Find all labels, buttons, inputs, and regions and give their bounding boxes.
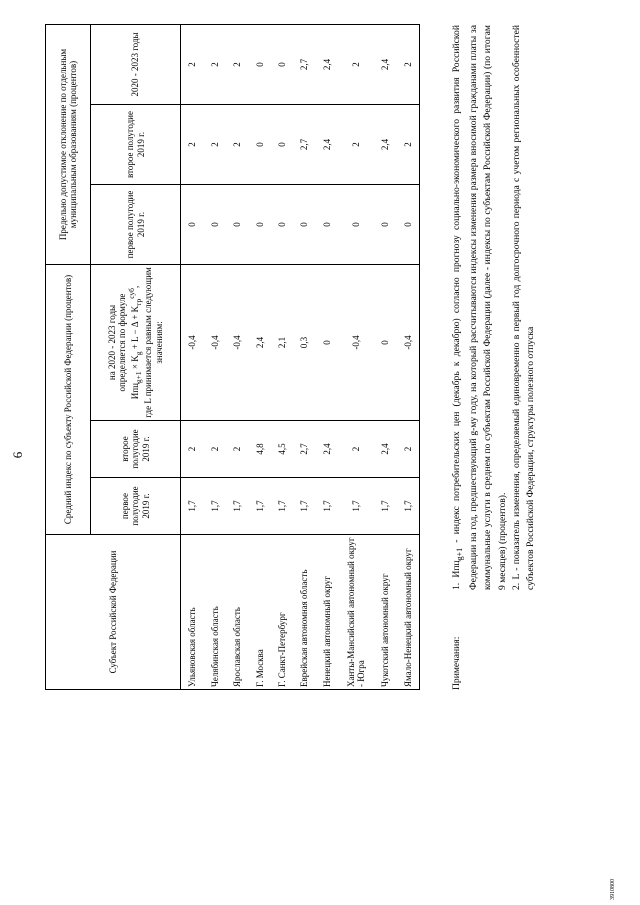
cell-l: -0,4 — [203, 264, 225, 420]
cell-dev-range: 2 — [338, 24, 374, 104]
cell-l: -0,4 — [397, 264, 420, 420]
cell-dev-h2: 2 — [203, 104, 225, 184]
cell-h1: 1,7 — [181, 478, 204, 535]
table-row — [374, 24, 396, 689]
col-header-region: Субъект Российской Федерации — [46, 535, 181, 690]
col-header-deviation: Предельно допустимое отклонение по отдельным муниципальным образованиям (процентов) — [46, 24, 91, 264]
table-row — [271, 24, 293, 689]
cell-l: -0,4 — [181, 264, 204, 420]
cell-dev-range: 2 — [226, 24, 248, 104]
region-name: Ханты-Мансийский автономный округ - Югра — [338, 535, 374, 690]
cell-h1: 1,7 — [316, 478, 338, 535]
cell-h1: 1,7 — [226, 478, 248, 535]
cell-dev-h1: 0 — [181, 184, 204, 264]
cell-dev-h1: 0 — [203, 184, 225, 264]
region-name: Ульяновская область — [181, 535, 204, 690]
cell-h2: 2 — [203, 421, 225, 478]
cell-dev-h2: 2,4 — [316, 104, 338, 184]
table-row — [316, 24, 338, 689]
notes-body — [450, 25, 538, 590]
cell-l: 2,1 — [271, 264, 293, 420]
region-name: Ненецкий автономный округ — [316, 535, 338, 690]
cell-dev-h2: 2 — [181, 104, 204, 184]
table-row — [203, 24, 225, 689]
cell-dev-h2: 0 — [248, 104, 270, 184]
cell-dev-h2: 2 — [397, 104, 420, 184]
cell-dev-range: 2,7 — [293, 24, 315, 104]
note-1: 1. Ипц$_{g+1}$ - индекс потребительских цен (декабрь к декабрю) согласно прогнозу социально-экономического развития Российской Федерации на год, предшествующий g-му году, на который рассчитываются индексы изменения размера вносимой гражданами платы за коммунальные услуги в среднем по субъектам Российской Федерации (далее - индексы по субъектам Российской Федерации) (по итогам 9 месяцев) (процентов). — [451, 25, 508, 590]
cell-dev-h2: 2,4 — [374, 104, 396, 184]
cell-dev-h1: 0 — [338, 184, 374, 264]
table-row — [293, 24, 315, 689]
region-name: Г. Москва — [248, 535, 270, 690]
cell-dev-range: 0 — [248, 24, 270, 104]
index-table — [45, 24, 420, 690]
col-header-formula — [91, 264, 181, 420]
cell-dev-h2: 2 — [226, 104, 248, 184]
cell-h1: 1,7 — [338, 478, 374, 535]
region-name: Еврейская автономная область — [293, 535, 315, 690]
cell-l: 0 — [374, 264, 396, 420]
cell-dev-h1: 0 — [293, 184, 315, 264]
cell-dev-range: 2,4 — [374, 24, 396, 104]
cell-h2: 2,4 — [316, 421, 338, 478]
cell-h1: 1,7 — [248, 478, 270, 535]
page-number: 6 — [10, 451, 25, 459]
table-row — [181, 24, 204, 689]
cell-dev-h1: 0 — [271, 184, 293, 264]
cell-h2: 2 — [226, 421, 248, 478]
formula-line2: определяется по формуле — [117, 293, 128, 392]
cell-dev-range: 2,4 — [316, 24, 338, 104]
col-header-avg-index: Средний индекс по субъекту Российской Федерации (процентов) — [46, 264, 91, 534]
cell-l: 0 — [316, 264, 338, 420]
col-header-h1-2019: первое полугодие 2019 г. — [91, 478, 181, 535]
notes-header: Примечания: — [451, 636, 462, 690]
table-row — [397, 24, 420, 689]
document-code: 3910800 — [610, 879, 616, 900]
cell-h2: 4,8 — [248, 421, 270, 478]
table-row — [248, 24, 270, 689]
cell-h1: 1,7 — [271, 478, 293, 535]
cell-dev-h1: 0 — [248, 184, 270, 264]
cell-dev-h2: 2,7 — [293, 104, 315, 184]
region-name: Ямало-Ненецкий автономный округ — [397, 535, 420, 690]
region-name: Г. Санкт-Петербург — [271, 535, 293, 690]
cell-dev-range: 2 — [397, 24, 420, 104]
cell-dev-range: 0 — [271, 24, 293, 104]
cell-h2: 2,4 — [374, 421, 396, 478]
col-header-dev-h2: второе полугодие 2019 г. — [91, 104, 181, 184]
cell-l: -0,4 — [226, 264, 248, 420]
table-row — [226, 24, 248, 689]
cell-h2: 2 — [397, 421, 420, 478]
region-name: Ярославская область — [226, 535, 248, 690]
cell-h1: 1,7 — [374, 478, 396, 535]
cell-h1: 1,7 — [397, 478, 420, 535]
cell-l: 0,3 — [293, 264, 315, 420]
note-2: 2. L - показатель изменения, определяемый единовременно в первый год долгосрочного периода с учетом региональных особенностей субъектов Российской Федерации, структуры полезного отпуска — [510, 25, 536, 590]
cell-dev-h2: 0 — [271, 104, 293, 184]
cell-dev-range: 2 — [203, 24, 225, 104]
cell-dev-h1: 0 — [316, 184, 338, 264]
cell-dev-h1: 0 — [397, 184, 420, 264]
cell-dev-h1: 0 — [374, 184, 396, 264]
table-row — [338, 24, 374, 689]
formula-expression: $Ипц_{g+1} \times K_g + L - \Delta + K_{тр}^{суб}$, — [126, 285, 143, 400]
region-name: Чукотский автономный округ — [374, 535, 396, 690]
formula-line1: на 2020 - 2023 годы — [107, 304, 118, 381]
cell-dev-range: 2 — [181, 24, 204, 104]
cell-h2: 2 — [181, 421, 204, 478]
cell-h2: 2,7 — [293, 421, 315, 478]
col-header-dev-range: 2020 - 2023 годы — [91, 24, 181, 104]
col-header-dev-h1: первое полугодие 2019 г. — [91, 184, 181, 264]
formula-line3: где L принимается равным следующим значениям: — [143, 267, 164, 418]
cell-h2: 2 — [338, 421, 374, 478]
cell-dev-h1: 0 — [226, 184, 248, 264]
cell-h1: 1,7 — [203, 478, 225, 535]
col-header-h2-2019: второе полугодие 2019 г. — [91, 421, 181, 478]
cell-l: -0,4 — [338, 264, 374, 420]
cell-l: 2,4 — [248, 264, 270, 420]
cell-h1: 1,7 — [293, 478, 315, 535]
region-name: Челябинская область — [203, 535, 225, 690]
cell-dev-h2: 2 — [338, 104, 374, 184]
cell-h2: 4,5 — [271, 421, 293, 478]
